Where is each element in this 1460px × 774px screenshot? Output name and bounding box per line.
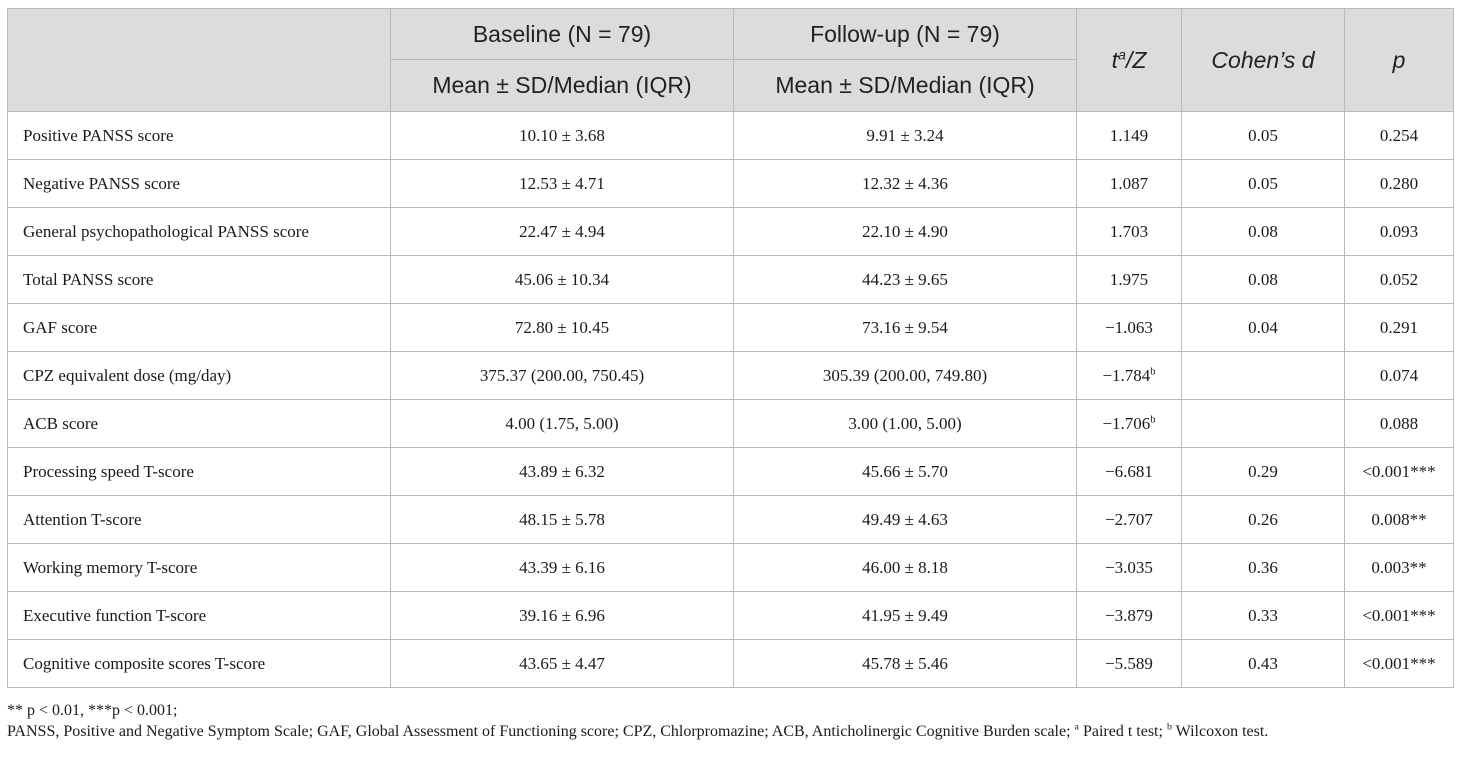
cell-baseline-text: 43.39 ± 6.16 — [519, 557, 605, 577]
table-header — [8, 9, 1454, 112]
table-row — [8, 208, 1454, 256]
cell-baseline-text: 375.37 (200.00, 750.45) — [479, 365, 645, 385]
cell-followup-text: 46.00 ± 8.18 — [862, 557, 948, 577]
cell-t-z-text: 1.087 — [1109, 173, 1149, 193]
cell-cohens-d — [1182, 352, 1345, 400]
cell-baseline-text: 72.80 ± 10.45 — [514, 317, 610, 337]
cell-t-z — [1077, 352, 1182, 400]
row-label-text: CPZ equivalent dose (mg/day) — [23, 365, 232, 385]
cell-baseline-text: 45.06 ± 10.34 — [514, 269, 610, 289]
cell-t-z-text: 1.975 — [1109, 269, 1149, 289]
row-label — [8, 208, 391, 256]
cell-t-z-text: −6.681 — [1105, 461, 1153, 481]
cell-p-value — [1345, 400, 1454, 448]
row-label — [8, 352, 391, 400]
header-t-sup: a — [1118, 46, 1126, 63]
header-t: t — [1111, 46, 1118, 73]
cell-p-value — [1345, 112, 1454, 160]
cell-t-z-text: −3.879 — [1105, 605, 1153, 625]
footnote-sup-b: b — [1166, 721, 1172, 733]
footnote-abbrev-text: PANSS, Positive and Negative Symptom Scale; GAF, Global Assessment of Functioning score; CPZ, Chlorpromazine; ACB, Anticholinergic Cognitive Burden scale; — [7, 723, 1071, 740]
table-row — [8, 304, 1454, 352]
cell-followup — [734, 256, 1077, 304]
row-label-text: Attention T-score — [23, 509, 142, 529]
cell-t-z — [1077, 304, 1182, 352]
cell-p-value — [1345, 208, 1454, 256]
header-followup: Follow-up (N = 79) — [734, 9, 1077, 60]
cell-baseline-text: 43.65 ± 4.47 — [519, 653, 605, 673]
row-label-text: Total PANSS score — [23, 269, 154, 289]
cell-cohens-d — [1182, 112, 1345, 160]
row-label-text: ACB score — [23, 413, 99, 433]
row-label-text: Negative PANSS score — [23, 173, 181, 193]
cell-t-sup: b — [1150, 413, 1156, 425]
cell-baseline-text: 4.00 (1.75, 5.00) — [505, 413, 619, 433]
cell-baseline — [391, 352, 734, 400]
header-blank — [8, 9, 391, 112]
cell-followup-text: 22.10 ± 4.90 — [862, 221, 948, 241]
header-z: /Z — [1125, 46, 1147, 73]
cell-baseline — [391, 592, 734, 640]
cell-cohens-d — [1182, 496, 1345, 544]
table-row — [8, 544, 1454, 592]
cell-baseline — [391, 208, 734, 256]
cell-p-value-text: 0.280 — [1379, 173, 1419, 193]
cell-baseline-text: 22.47 ± 4.94 — [519, 221, 605, 241]
cell-p-value-text: 0.052 — [1379, 269, 1419, 289]
cell-cohens-d-text: 0.04 — [1248, 317, 1278, 337]
cell-baseline-text: 10.10 ± 3.68 — [519, 125, 605, 145]
table-row — [8, 496, 1454, 544]
row-label-text: GAF score — [23, 317, 98, 337]
cell-t-z — [1077, 640, 1182, 688]
header-followup-stat: Mean ± SD/Median (IQR) — [734, 60, 1077, 112]
cell-p-value — [1345, 592, 1454, 640]
table-row — [8, 352, 1454, 400]
cell-cohens-d — [1182, 160, 1345, 208]
cell-followup — [734, 208, 1077, 256]
cell-t-z-text: −5.589 — [1105, 653, 1153, 673]
cell-baseline — [391, 256, 734, 304]
cell-baseline-text: 43.89 ± 6.32 — [519, 461, 605, 481]
cell-followup-text: 73.16 ± 9.54 — [862, 317, 948, 337]
row-label-text: Positive PANSS score — [23, 125, 174, 145]
cell-p-value — [1345, 160, 1454, 208]
cell-baseline — [391, 400, 734, 448]
cell-cohens-d-text: 0.36 — [1248, 557, 1278, 577]
row-label — [8, 160, 391, 208]
cell-t-z-text: −2.707 — [1105, 509, 1153, 529]
cell-t-z — [1077, 256, 1182, 304]
footnote-sup-a: a — [1074, 721, 1079, 733]
cell-cohens-d-text: 0.26 — [1248, 509, 1278, 529]
cell-followup-text: 49.49 ± 4.63 — [862, 509, 948, 529]
cell-followup — [734, 496, 1077, 544]
cell-p-value-text: 0.074 — [1379, 365, 1419, 385]
cell-t-z — [1077, 400, 1182, 448]
cell-t-z-text: 1.703 — [1109, 221, 1149, 241]
table-row — [8, 448, 1454, 496]
table-row — [8, 400, 1454, 448]
cell-followup-text: 41.95 ± 9.49 — [862, 605, 948, 625]
cell-cohens-d-text: 0.08 — [1248, 221, 1278, 241]
cell-t-z — [1077, 592, 1182, 640]
cell-t-z — [1077, 160, 1182, 208]
cell-cohens-d-text: 0.33 — [1248, 605, 1278, 625]
cell-cohens-d — [1182, 448, 1345, 496]
cell-p-value — [1345, 544, 1454, 592]
footnote-paired-t: Paired t test; — [1082, 723, 1163, 740]
cell-followup-text: 45.66 ± 5.70 — [862, 461, 948, 481]
cell-followup-text: 3.00 (1.00, 5.00) — [848, 413, 962, 433]
row-label — [8, 256, 391, 304]
cell-followup — [734, 448, 1077, 496]
cell-t-z — [1077, 208, 1182, 256]
table-row — [8, 592, 1454, 640]
cell-cohens-d — [1182, 592, 1345, 640]
cell-p-value — [1345, 496, 1454, 544]
cell-followup — [734, 640, 1077, 688]
header-baseline: Baseline (N = 79) — [391, 9, 734, 60]
cell-baseline — [391, 640, 734, 688]
cell-cohens-d-text: 0.29 — [1248, 461, 1278, 481]
cell-cohens-d — [1182, 256, 1345, 304]
cell-baseline — [391, 304, 734, 352]
cell-followup-text: 44.23 ± 9.65 — [862, 269, 948, 289]
row-label — [8, 400, 391, 448]
cell-baseline — [391, 112, 734, 160]
cell-t-z-text: −1.706 — [1102, 413, 1151, 433]
cell-baseline — [391, 544, 734, 592]
cell-p-value — [1345, 352, 1454, 400]
row-label — [8, 544, 391, 592]
cell-followup — [734, 400, 1077, 448]
cell-cohens-d — [1182, 544, 1345, 592]
cell-p-value — [1345, 304, 1454, 352]
cell-baseline-text: 39.16 ± 6.96 — [519, 605, 605, 625]
cell-followup — [734, 592, 1077, 640]
cell-baseline — [391, 496, 734, 544]
table-row — [8, 160, 1454, 208]
row-label-text: Processing speed T-score — [23, 461, 194, 481]
table-body — [8, 112, 1454, 688]
cell-cohens-d-text: 0.08 — [1248, 269, 1278, 289]
row-label — [8, 496, 391, 544]
cell-cohens-d — [1182, 400, 1345, 448]
cell-followup-text: 305.39 (200.00, 749.80) — [822, 365, 988, 385]
cell-p-value-text: 0.254 — [1379, 125, 1419, 145]
cell-followup — [734, 544, 1077, 592]
row-label — [8, 640, 391, 688]
cell-p-value-text: <0.001*** — [1362, 461, 1436, 481]
cell-followup-text: 12.32 ± 4.36 — [862, 173, 948, 193]
table-row — [8, 112, 1454, 160]
cell-followup — [734, 304, 1077, 352]
cell-followup — [734, 352, 1077, 400]
cell-t-z-text: −3.035 — [1105, 557, 1153, 577]
cell-baseline — [391, 448, 734, 496]
cell-t-z-text: −1.063 — [1105, 317, 1153, 337]
cell-p-value-text: <0.001*** — [1362, 605, 1436, 625]
row-label-text: Working memory T-score — [23, 557, 198, 577]
cell-followup — [734, 160, 1077, 208]
cell-followup-text: 9.91 ± 3.24 — [866, 125, 944, 145]
header-cohens-d: Cohen’s d — [1182, 9, 1345, 112]
cell-p-value — [1345, 448, 1454, 496]
row-label-text: Cognitive composite scores T-score — [23, 653, 266, 673]
cell-cohens-d-text: 0.05 — [1248, 173, 1278, 193]
cell-t-z — [1077, 112, 1182, 160]
cell-p-value — [1345, 256, 1454, 304]
cell-cohens-d-text: 0.43 — [1248, 653, 1278, 673]
cell-cohens-d — [1182, 304, 1345, 352]
header-t-z — [1077, 9, 1182, 112]
cell-p-value-text: 0.291 — [1379, 317, 1419, 337]
cell-cohens-d-text: 0.05 — [1248, 125, 1278, 145]
cell-t-sup: b — [1150, 365, 1156, 377]
table-row — [8, 256, 1454, 304]
row-label — [8, 592, 391, 640]
cell-t-z-text: −1.784 — [1102, 365, 1151, 385]
row-label-text: General psychopathological PANSS score — [23, 221, 309, 241]
cell-cohens-d — [1182, 208, 1345, 256]
results-table — [7, 8, 1454, 688]
cell-baseline-text: 48.15 ± 5.78 — [519, 509, 605, 529]
cell-p-value-text: 0.088 — [1379, 413, 1419, 433]
header-p: p — [1345, 9, 1454, 112]
header-baseline-stat: Mean ± SD/Median (IQR) — [391, 60, 734, 112]
cell-t-z — [1077, 496, 1182, 544]
row-label — [8, 448, 391, 496]
table-footnotes — [7, 700, 1453, 742]
row-label — [8, 112, 391, 160]
cell-p-value-text: 0.093 — [1379, 221, 1419, 241]
cell-followup — [734, 112, 1077, 160]
row-label — [8, 304, 391, 352]
row-label-text: Executive function T-score — [23, 605, 207, 625]
table-row — [8, 640, 1454, 688]
cell-p-value-text: 0.008** — [1371, 509, 1427, 529]
cell-t-z — [1077, 448, 1182, 496]
cell-baseline-text: 12.53 ± 4.71 — [519, 173, 605, 193]
cell-cohens-d — [1182, 640, 1345, 688]
cell-p-value-text: <0.001*** — [1362, 653, 1436, 673]
footnote-wilcoxon: Wilcoxon test. — [1175, 723, 1269, 740]
cell-baseline — [391, 160, 734, 208]
cell-p-value — [1345, 640, 1454, 688]
cell-t-z-text: 1.149 — [1109, 125, 1149, 145]
cell-p-value-text: 0.003** — [1371, 557, 1427, 577]
footnote-abbreviations — [7, 721, 1453, 742]
cell-followup-text: 45.78 ± 5.46 — [862, 653, 948, 673]
footnote-significance: ** p < 0.01, ***p < 0.001; — [7, 702, 178, 719]
cell-t-z — [1077, 544, 1182, 592]
